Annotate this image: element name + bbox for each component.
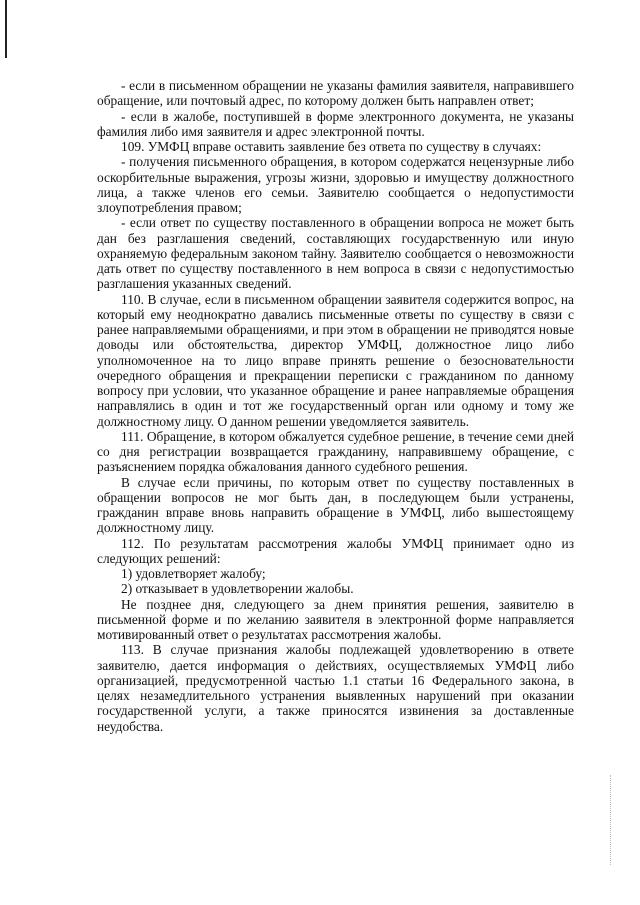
paragraph: - если ответ по существу поставленного в обращении вопроса не может быть дан без разглашения сведений, составляющих государственную или иную охраняемую федеральным законом тайну. Заявителю сообщается о невозможности дать ответ по существу поставленного в нем вопроса в связи с недопустимостью разглашения указанных сведений.: [97, 215, 574, 292]
paragraph: - получения письменного обращения, в котором содержатся нецензурные либо оскорбительные выражения, угрозы жизни, здоровью и имуществу должностного лица, а также членов его семьи. Заявителю сообщается о недопустимости злоупотребления правом;: [97, 154, 574, 215]
scan-edge-line: [5, 0, 7, 58]
paragraph: В случае если причины, по которым ответ по существу поставленных в обращении вопросов не мог быть дан, в последующем были устранены, гражданин вправе вновь направить обращение в УМФЦ, либо вышестоящему должностному лицу.: [97, 474, 574, 536]
paragraph: 109. УМФЦ вправе оставить заявление без ответа по существу в случаях:: [121, 139, 542, 154]
paragraph: - если в жалобе, поступившей в форме электронного документа, не указаны фамилия либо имя заявителя и адрес электронной почты.: [97, 108, 574, 139]
margin-dots: [610, 775, 612, 865]
document-body: [97, 78, 574, 734]
paragraph: 113. В случае признания жалобы подлежащей удовлетворению в ответе заявителю, дается информация о действиях, осуществляемых УМФЦ либо организацией, предусмотренной частью 1.1 статьи 16 Федерального закона, в целях незамедлительного устранения выявленных нарушений при оказании государственной услуги, а также приносятся извинения за доставленные неудобства.: [97, 642, 574, 734]
paragraph: 110. В случае, если в письменном обращении заявителя содержится вопрос, на который ему неоднократно давались письменные ответы по существу в связи с ранее направляемыми обращениями, и при этом в обращении не приводятся новые доводы или обстоятельства, директор УМФЦ, должностное лицо либо уполномоченное на то лицо вправе принять решение о безосновательности очередного обращения и прекращении переписки с гражданином по данному вопросу при условии, что указанное обращение и ранее направляемые обращения направлялись в один и тот же государственный орган или одному и тому же должностному лицу. О данном решении уведомляется заявитель.: [97, 291, 574, 429]
paragraph: 1) удовлетворяет жалобу;: [121, 566, 266, 581]
paragraph: 112. По результатам рассмотрения жалобы УМФЦ принимает одно из следующих решений:: [97, 535, 574, 566]
paragraph: Не позднее дня, следующего за днем принятия решения, заявителю в письменной форме и по желанию заявителя в электронной форме направляется мотивированный ответ о результатах рассмотрения жалобы.: [97, 596, 574, 642]
paragraph: 111. Обращение, в котором обжалуется судебное решение, в течение семи дней со дня регистрации возвращается гражданину, направившему обращение, с разъяснением порядка обжалования данного судебного решения.: [97, 428, 574, 475]
paragraph: 2) отказывает в удовлетворении жалобы.: [121, 581, 354, 597]
paragraph: - если в письменном обращении не указаны фамилия заявителя, направившего обращение, или почтовый адрес, по которому должен быть направлен ответ;: [97, 78, 574, 109]
